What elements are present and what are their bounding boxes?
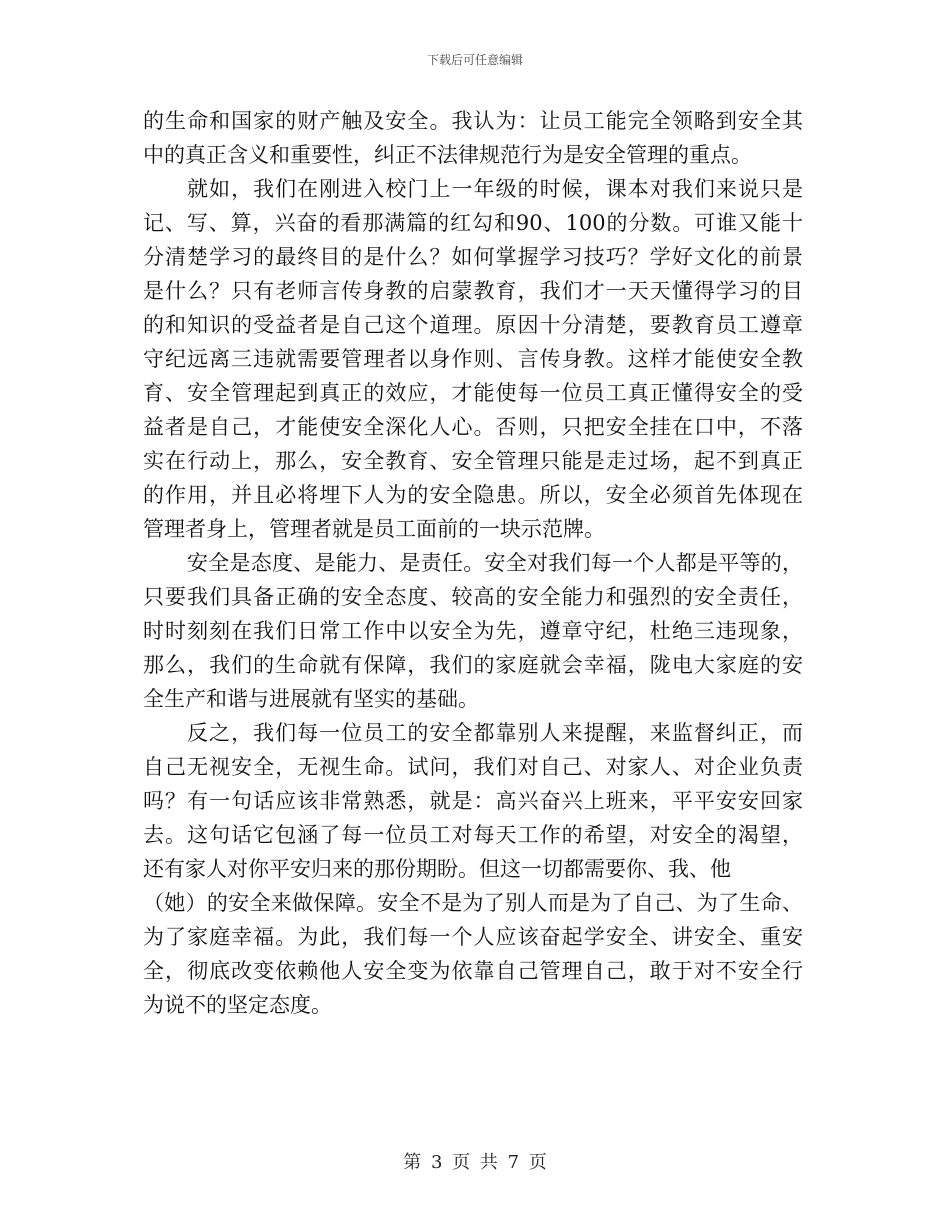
text-line: 全，彻底改变依赖他人安全变为依靠自己管理自己，敢于对不安全行 [143, 959, 803, 983]
text-line: 育、安全管理起到真正的效应，才能使每一位员工真正懂得安全的受 [143, 381, 803, 405]
page-number-footer: 第 3 页 共 7 页 [403, 1152, 547, 1173]
text-line: 就如，我们在刚进入校门上一年级的时候，课本对我们来说只是 [187, 177, 803, 201]
text-line: 去。这句话它包涵了每一位员工对每天工作的希望，对安全的渴望， [143, 823, 803, 847]
text-line: （她）的安全来做保障。安全不是为了别人而是为了自己、为了生命、 [143, 891, 803, 915]
text-line: 中的真正含义和重要性，纠正不法律规范行为是安全管理的重点。 [143, 143, 752, 167]
text-line: 是什么？只有老师言传身教的启蒙教育，我们才一天天懂得学习的目 [143, 279, 803, 303]
text-line: 那么，我们的生命就有保障，我们的家庭就会幸福，陇电大家庭的安 [143, 653, 803, 677]
text-line: 为说不的坚定态度。 [143, 993, 332, 1017]
text-line: 为了家庭幸福。为此，我们每一个人应该奋起学安全、讲安全、重安 [143, 925, 803, 949]
text-line: 分清楚学习的最终目的是什么？如何掌握学习技巧？学好文化的前景 [143, 245, 803, 269]
text-line: 还有家人对你平安归来的那份期盼。但这一切都需要你、我、他 [143, 857, 731, 881]
text-line: 全生产和谐与进展就有坚实的基础。 [143, 687, 479, 711]
text-line: 只要我们具备正确的安全态度、较高的安全能力和强烈的安全责任， [143, 585, 803, 609]
document-body [143, 104, 803, 1022]
text-line: 益者是自己，才能使安全深化人心。否则，只把安全挂在口中，不落 [143, 415, 803, 439]
text-line: 时时刻刻在我们日常工作中以安全为先，遵章守纪，杜绝三违现象， [143, 619, 803, 643]
text-line: 的和知识的受益者是自己这个道理。原因十分清楚，要教育员工遵章 [143, 313, 803, 337]
text-line: 管理者身上，管理者就是员工面前的一块示范牌。 [143, 517, 605, 541]
text-line: 的生命和国家的财产触及安全。我认为：让员工能完全领略到安全其 [143, 109, 803, 133]
text-line: 吗？有一句话应该非常熟悉，就是：高兴奋兴上班来，平平安安回家 [143, 789, 803, 813]
text-line: 守纪远离三违就需要管理者以身作则、言传身教。这样才能使安全教 [143, 347, 803, 371]
page-header: 下载后可任意编辑 [426, 53, 523, 67]
text-line: 反之，我们每一位员工的安全都靠别人来提醒，来监督纠正，而 [187, 721, 803, 745]
text-line: 实在行动上，那么，安全教育、安全管理只能是走过场，起不到真正 [143, 449, 803, 473]
text-line: 自己无视安全，无视生命。试问，我们对自己、对家人、对企业负责 [143, 755, 803, 779]
text-line: 的作用，并且必将埋下人为的安全隐患。所以，安全必须首先体现在 [143, 483, 803, 507]
text-line: 安全是态度、是能力、是责任。安全对我们每一个人都是平等的， [187, 551, 803, 575]
text-line: 记、写、算，兴奋的看那满篇的红勾和90、100的分数。可谁又能十 [143, 211, 803, 235]
